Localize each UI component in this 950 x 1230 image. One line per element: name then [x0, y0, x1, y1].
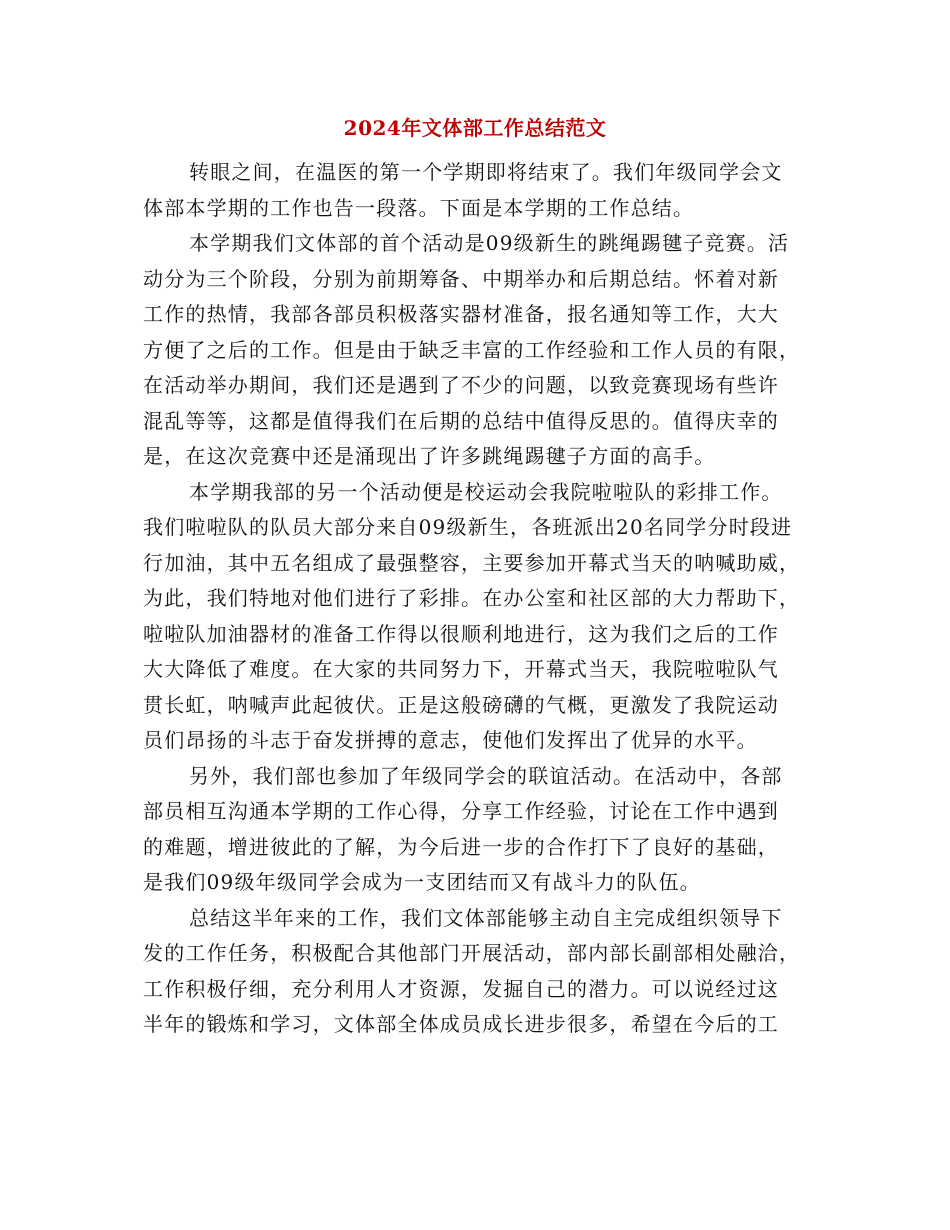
text-line: 工作积极仔细，充分利用人才资源，发掘自己的潜力。可以说经过这: [143, 976, 779, 1001]
paragraph: [143, 759, 807, 901]
text-line: 发的工作任务，积极配合其他部门开展活动，部内部长副部相处融洽，: [143, 941, 801, 965]
text-line: 混乱等等，这都是值得我们在后期的总结中值得反思的。值得庆幸的: [143, 408, 779, 433]
text-line: 转眼之间，在温医的第一个学期即将结束了。我们年级同学会文: [189, 160, 783, 184]
text-line: 半年的锻炼和学习，文体部全体成员成长进步很多，希望在今后的工: [143, 1012, 779, 1036]
text-line: 动分为三个阶段，分别为前期筹备、中期举办和后期总结。怀着对新: [143, 266, 779, 291]
text-line: 另外，我们部也参加了年级同学会的联谊活动。在活动中，各部: [189, 763, 783, 788]
text-line: 本学期我们文体部的首个活动是09级新生的跳绳踢毽子竞赛。活: [189, 231, 790, 255]
paragraph: [143, 901, 807, 1043]
text-line: 在活动举办期间，我们还是遇到了不少的问题，以致竞赛现场有些许: [143, 373, 779, 397]
document-body: [143, 155, 807, 1043]
text-line: 本学期我部的另一个活动便是校运动会我院啦啦队的彩排工作。: [189, 479, 783, 504]
paragraph: [143, 155, 807, 226]
text-line: 大大降低了难度。在大家的共同努力下，开幕式当天，我院啦啦队气: [143, 657, 779, 681]
text-line: 的难题，增进彼此的了解，为今后进一步的合作打下了良好的基础，: [143, 834, 779, 859]
paragraph: [143, 226, 807, 475]
text-line: 是，在这次竞赛中还是涌现出了许多跳绳踢毽子方面的高手。: [143, 444, 716, 468]
text-line: 方便了之后的工作。但是由于缺乏丰富的工作经验和工作人员的有限，: [143, 337, 801, 362]
paragraph: [143, 475, 807, 759]
text-line: 总结这半年来的工作，我们文体部能够主动自主完成组织领导下: [189, 905, 783, 930]
text-line: 体部本学期的工作也告一段落。下面是本学期的工作总结。: [143, 195, 695, 220]
text-line: 工作的热情，我部各部员积极落实器材准备，报名通知等工作，大大: [143, 302, 779, 326]
text-line: 为此，我们特地对他们进行了彩排。在办公室和社区部的大力帮助下，: [143, 586, 801, 610]
text-line: 员们昂扬的斗志于奋发拼搏的意志，使他们发挥出了优异的水平。: [143, 728, 758, 752]
text-line: 行加油，其中五名组成了最强整容，主要参加开幕式当天的呐喊助威，: [143, 550, 801, 575]
text-line: 啦啦队加油器材的准备工作得以很顺利地进行，这为我们之后的工作: [143, 621, 779, 646]
text-line: 我们啦啦队的队员大部分来自09级新生，各班派出20名同学分时段进: [143, 515, 793, 539]
text-line: 是我们09级年级同学会成为一支团结而又有战斗力的队伍。: [143, 870, 701, 894]
text-line: 部员相互沟通本学期的工作心得，分享工作经验，讨论在工作中遇到: [143, 799, 779, 823]
document-title: 2024年文体部工作总结范文: [343, 116, 607, 140]
text-line: 贯长虹，呐喊声此起彼伏。正是这般磅礴的气概，更激发了我院运动: [143, 692, 779, 717]
